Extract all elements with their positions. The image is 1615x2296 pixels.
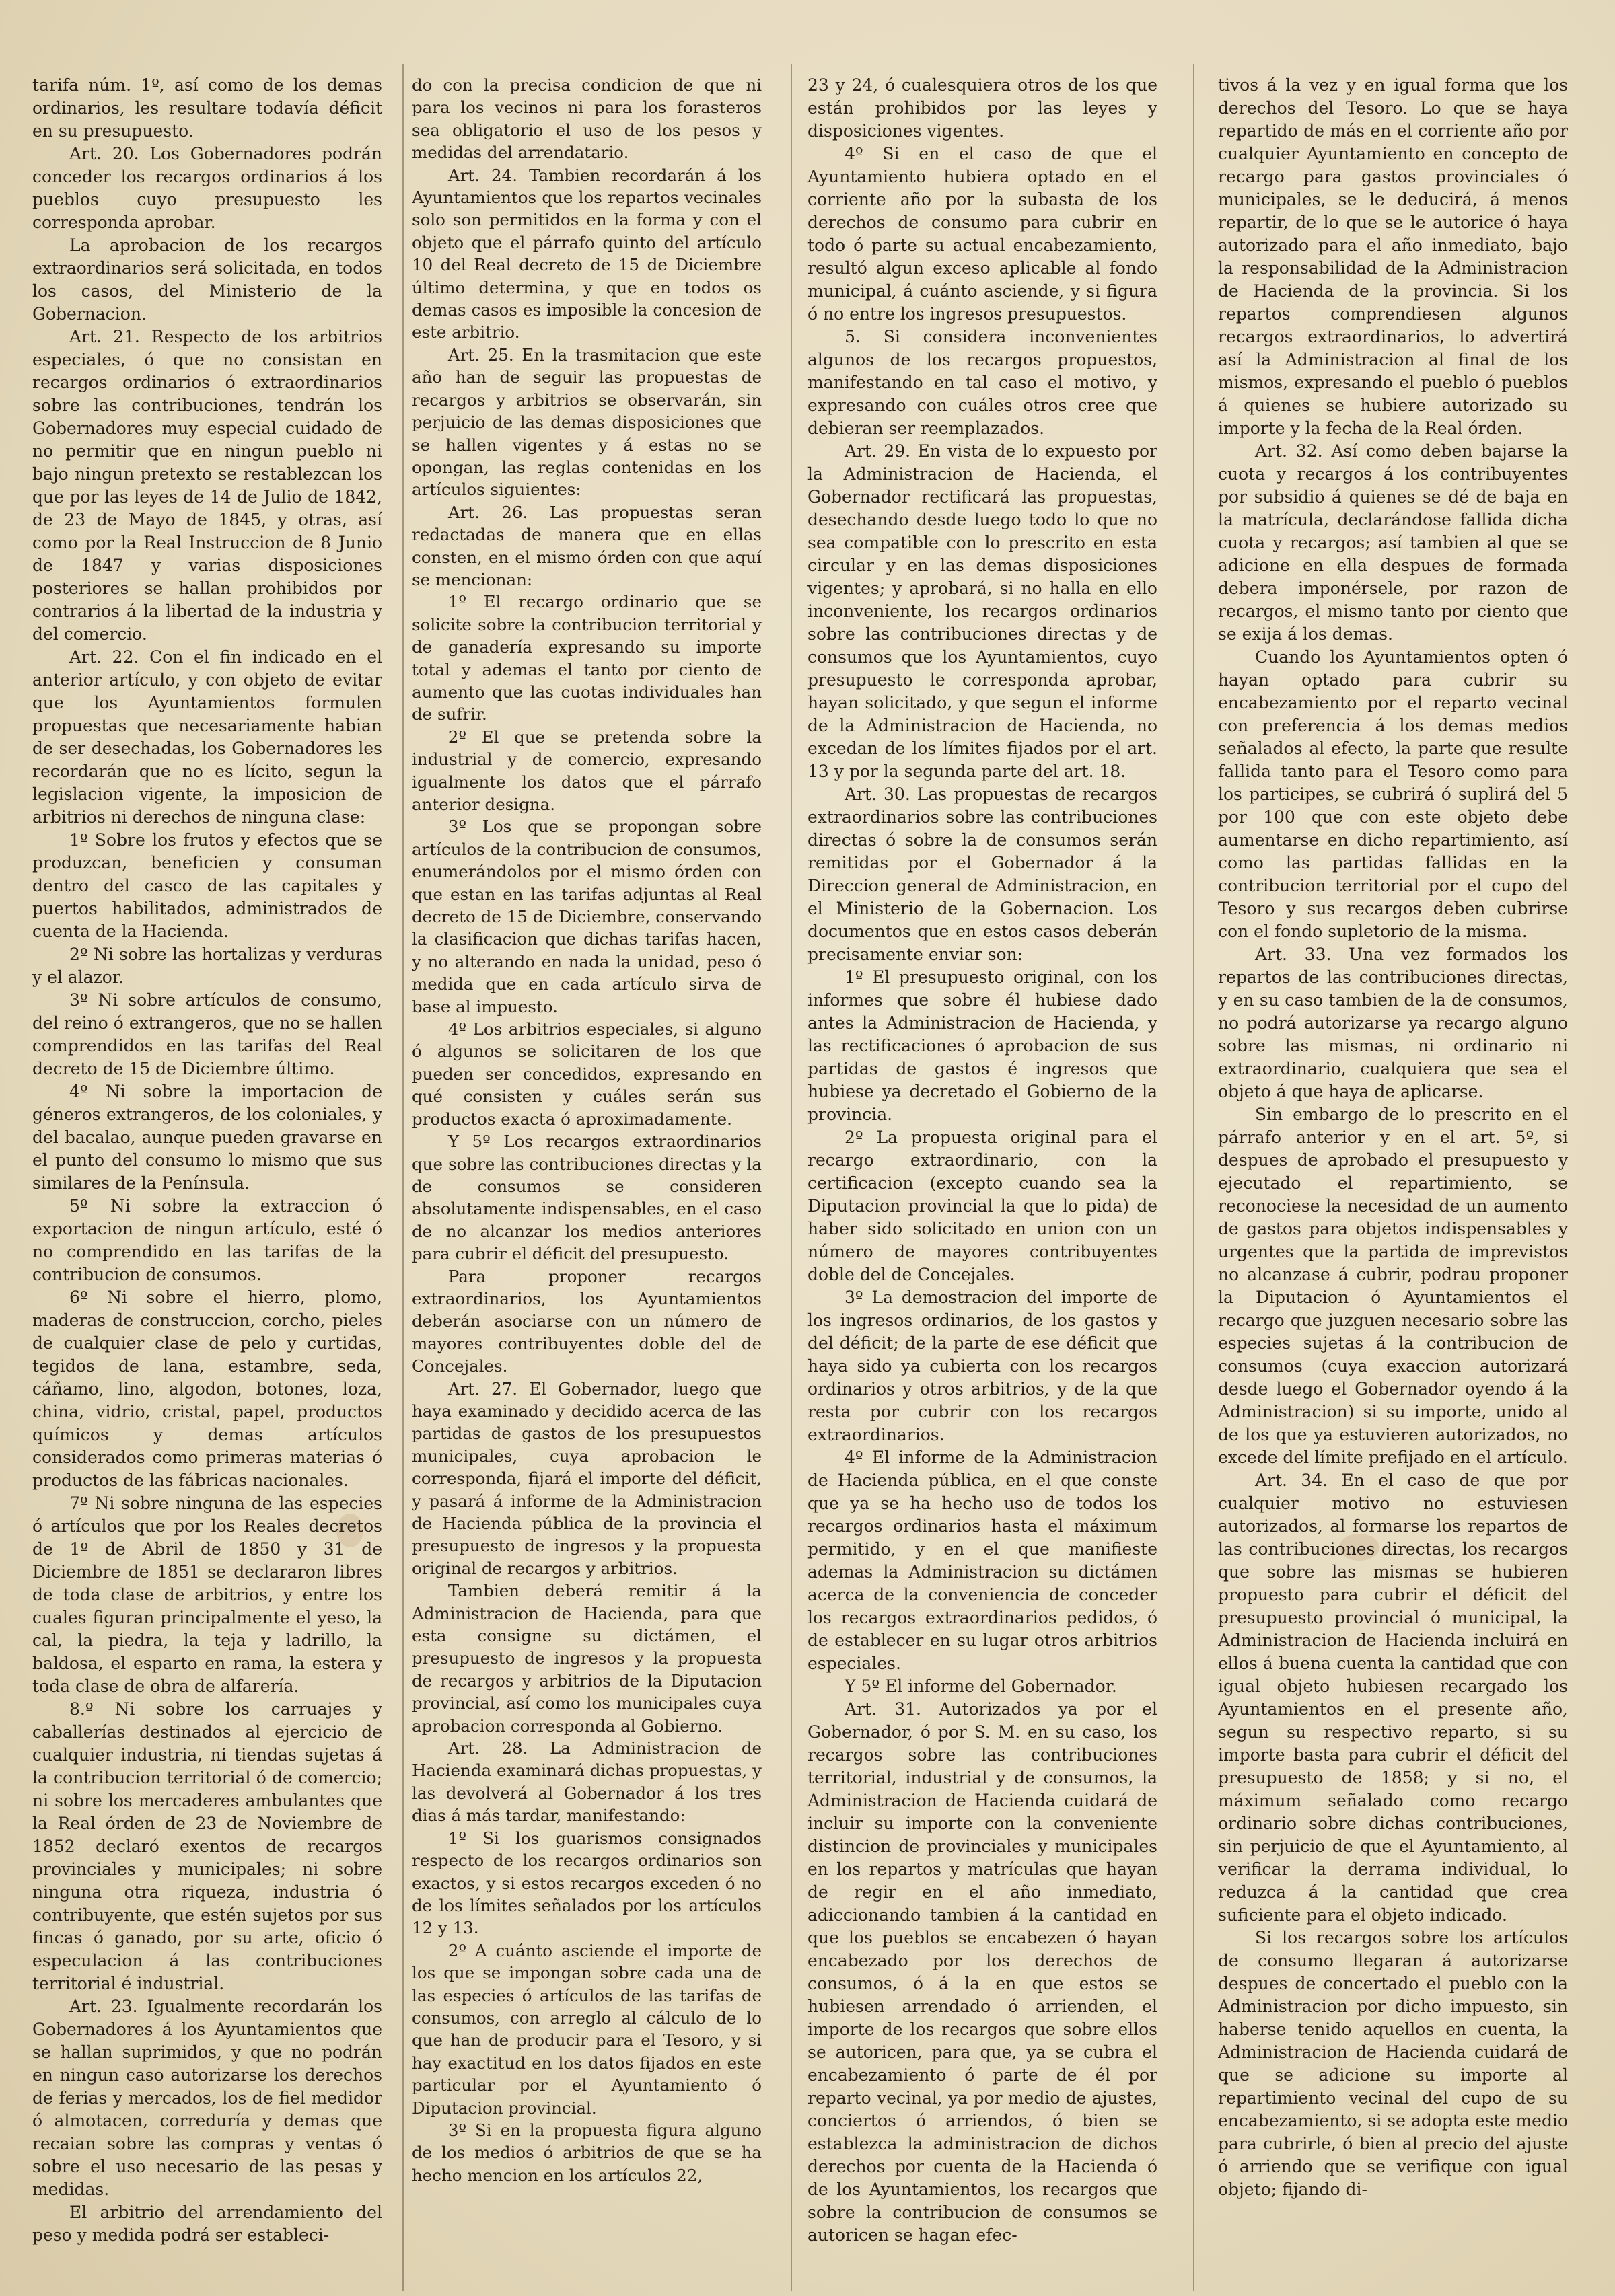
- column-rule: [791, 64, 792, 2291]
- paragraph: 2º El que se pretenda sobre la industrial y de comercio, expresando igualmente los datos que el párrafo anterior designa.: [412, 727, 762, 814]
- column-rule: [402, 64, 404, 2291]
- paragraph: 3º La demostracion del importe de los ingresos ordinarios, de los gastos y del déficit; de la parte de ese déficit que haya sido ya cubierta con los recargos ordinarios y otros arbitrios, y de la que resta por cubrir con los recargos extraordinarios.: [808, 1288, 1157, 1444]
- paragraph: 23 y 24, ó cualesquiera otros de los que están prohibidos por las leyes y disposiciones vigentes.: [808, 75, 1157, 141]
- paragraph: 6º Ni sobre el hierro, plomo, maderas de construccion, corcho, pieles de cualquier clase de pelo y curtidas, tegidos de lana, estambre, seda, cáñamo, lino, algodon, botones, loza, china, vidrio, cristal, papel, productos químicos y demas artículos considerados como primeras materias ó productos de las fábricas nacionales.: [32, 1288, 382, 1490]
- paragraph: Art. 31. Autorizados ya por el Gobernador, ó por S. M. en su caso, los recargos sobre las contribuciones territorial, industrial y de consumos, la Administracion de Hacienda cuidará de incluir su importe con la conveniente distincion de provinciales y municipales en los repartos y matrículas que hayan de regir en el año inmediato, adiccionando tambien á la cantidad en que los pueblos se encabezen ó hayan encabezado por los derechos de consumos, ó á la en que estos se hubiesen arrendado ó arrienden, el importe de los recargos que sobre ellos se autoricen, para que, ya se cubra el encabezamiento ó parte de él por reparto vecinal, ya por medio de ajustes, conciertos ó arriendos, ó bien se establezca la administracion de dichos derechos por cuenta de la Hacienda ó de los Ayuntamientos, los recargos que sobre la contribucion de consumos se autoricen se hagan efec-: [808, 1699, 1157, 2245]
- paragraph: 2º La propuesta original para el recargo extraordinario, con la certificacion (excepto cuando sea la Diputacion provincial la que lo pida) de haber sido solicitado en union con un número de mayores contribuyentes doble del de Concejales.: [808, 1127, 1157, 1284]
- paragraph: 3º Si en la propuesta figura alguno de los medios ó arbitrios de que se ha hecho mencion en los artículos 22,: [412, 2120, 762, 2185]
- paragraph: tarifa núm. 1º, así como de los demas ordinarios, les resultare todavía déficit en su presupuesto.: [32, 75, 382, 141]
- paragraph: Art. 30. Las propuestas de recargos extraordinarios sobre las contribuciones directas ó sobre la de consumos serán remitidas por el Gobernador á la Direccion general de Administracion, en el Ministerio de la Gobernacion. Los documentos que en estos casos deberán precisamente enviar son:: [808, 784, 1157, 964]
- paragraph: Tambien deberá remitir á la Administracion de Hacienda, para que esta consigne su dictámen, el presupuesto de ingresos y la propuesta de recargos y arbitrios de la Diputacion provincial, así como los municipales cuya aprobacion corresponda al Gobierno.: [412, 1581, 762, 1736]
- paragraph: Art. 29. En vista de lo expuesto por la Administracion de Hacienda, el Gobernador rectificará las propuestas, desechando desde luego todo lo que no sea compatible con lo prescrito en esta circular y en las demas disposiciones vigentes; y aprobará, si no halla en ello inconveniente, los recargos ordinarios sobre las contribuciones directas y de consumos que los Ayuntamientos, cuyo presupuesto le corresponda aprobar, hayan solicitado, y que segun el informe de la Administracion de Hacienda, no excedan de los límites fijados por el art. 13 y por la segunda parte del art. 18.: [808, 441, 1157, 781]
- text-column-3: [808, 74, 1157, 2287]
- paragraph: tivos á la vez y en igual forma que los derechos del Tesoro. Lo que se haya repartido de más en el corriente año por cualquier Ayuntamiento en concepto de recargo para gastos provinciales ó municipales, se le deducirá, á menos repartir, de lo que se le autorice ó haya autorizado para el año inmediato, bajo la responsabilidad de la Administracion de Hacienda de la provincia. Si los repartos comprendiesen algunos recargos extraordinarios, lo advertirá así la Administracion al final de los mismos, expresando el pueblo ó pueblos á quienes se hubiere autorizado su importe y la fecha de la Real órden.: [1218, 75, 1568, 438]
- paragraph: Art. 20. Los Gobernadores podrán conceder los recargos ordinarios á los pueblos cuyo presupuesto les corresponda aprobar.: [32, 144, 382, 232]
- paragraph: Art. 25. En la trasmitacion que este año han de seguir las propuestas de recargos y arbitrios se observarán, sin perjuicio de las demas disposiciones que se hallen vigentes y á estas no se opongan, las reglas contenidas en los artículos siguientes:: [412, 344, 762, 500]
- paragraph: do con la precisa condicion de que ni para los vecinos ni para los forasteros sea obligatorio el uso de los pesos y medidas del arrendatario.: [412, 75, 762, 163]
- text-column-2: [412, 74, 762, 2287]
- paragraph: 3º Ni sobre artículos de consumo, del reino ó extrangeros, que no se hallen comprendidos en las tarifas del Real decreto de 15 de Diciembre último.: [32, 990, 382, 1078]
- paragraph: Sin embargo de lo prescrito en el párrafo anterior y en el art. 5º, si despues de aprobado el presupuesto y ejecutado el repartimiento, se reconociese la necesidad de un aumento de gastos para objetos indispensables y urgentes que la partida de imprevistos no alcanzase á cubrir, podrau proponer la Diputacion ó Ayuntamientos el recargo que juzguen necesario sobre las especies sujetas á la contribucion de consumos (cuya exaccion autorizará desde luego el Gobernador oyendo á la Administracion) si su importe, unido al de los que ya estuvieren autorizados, no excede del límite prefijado en el artículo.: [1218, 1105, 1568, 1467]
- paragraph: 4º Los arbitrios especiales, si alguno ó algunos se solicitaren de los que pueden ser concedidos, expresando en qué consisten y cuáles serán sus productos exacta ó aproximadamente.: [412, 1019, 762, 1129]
- paragraph: Si los recargos sobre los artículos de consumo llegaran á autorizarse despues de concertado el pueblo con la Administracion por dicho impuesto, sin haberse tenido aquellos en cuenta, la Administracion de Hacienda cuidará de que se adicione su importe al repartimiento vecinal del cupo de su encabezamiento, si se adopta este medio para cubrirle, ó bien al precio del ajuste ó arriendo que se verifique con igual objeto; fijando di-: [1218, 1928, 1568, 2199]
- paragraph: 1º Si los guarismos consignados respecto de los recargos ordinarios son exactos, y si estos recargos exceden ó no de los límites señalados por los artículos 12 y 13.: [412, 1828, 762, 1938]
- paragraph: 1º Sobre los frutos y efectos que se produzcan, beneficien y consuman dentro del casco de las capitales y puertos habilitados, administrados de cuenta de la Hacienda.: [32, 830, 382, 941]
- paragraph: Art. 34. En el caso de que por cualquier motivo no estuviesen autorizados, al formarse los repartos de las contribuciones directas, los recargos que sobre las mismas se hubieren propuesto para cubrir el déficit del presupuesto provincial ó municipal, la Administracion de Hacienda incluirá en ellos á buena cuenta la cantidad que con igual objeto hubiesen recargado los Ayuntamientos en el presente año, segun su respectivo reparto, si su importe basta para cubrir el déficit del presupuesto de 1858; y si no, el máximum señalado como recargo ordinario sobre dichas contribuciones, sin perjuicio de que el Ayuntamiento, al verificar la derrama individual, lo reduzca á la cantidad que crea suficiente para el objeto indicado.: [1218, 1471, 1568, 1925]
- paragraph: 5. Si considera inconvenientes algunos de los recargos propuestos, manifestando en tal caso el motivo, y expresando con cuáles otros cree que debieran ser reemplazados.: [808, 327, 1157, 438]
- paragraph: Cuando los Ayuntamientos opten ó hayan optado para cubrir su encabezamiento por el reparto vecinal con preferencia á los demas medios señalados al efecto, la parte que resulte fallida tanto para el Tesoro como para los participes, se cubrirá ó suplirá del 5 por 100 que con este objeto debe aumentarse en dicho repartimiento, así como las partidas fallidas en la contribucion territorial por el cupo del Tesoro y sus recargos deben cubrirse con el fondo supletorio de la misma.: [1218, 647, 1568, 941]
- paragraph: Art. 26. Las propuestas seran redactadas de manera que en ellas consten, en el mismo órden con que aquí se mencionan:: [412, 502, 762, 589]
- paragraph: 1º El recargo ordinario que se solicite sobre la contribucion territorial y de ganadería expresando su importe total y ademas el tanto por ciento de aumento que las cuotas individuales han de sufrir.: [412, 592, 762, 725]
- paragraph: 1º El presupuesto original, con los informes que sobre él hubiese dado antes la Administracion de Hacienda, y las rectificaciones ó aprobacion de sus partidas de gastos é ingresos que hubiese ya decretado el Gobierno de la provincia.: [808, 967, 1157, 1124]
- paragraph: 4º Ni sobre la importacion de géneros extrangeros, de los coloniales, y del bacalao, aunque pueden gravarse en el punto del consumo lo mismo que sus similares de la Península.: [32, 1082, 382, 1193]
- paragraph: Y 5º El informe del Gobernador.: [845, 1676, 1117, 1696]
- paragraph: 3º Los que se propongan sobre artículos de la contribucion de consumos, enumerándolos por el mismo órden con que estan en las tarifas adjuntas al Real decreto de 15 de Diciembre, conservando la clasificacion que dichas tarifas hacen, y no alterando en nada la unidad, peso ó medida que en cada artículo sirva de base al impuesto.: [412, 817, 762, 1016]
- paragraph: Art. 22. Con el fin indicado en el anterior artículo, y con objeto de evitar que los Ayuntamientos formulen propuestas que necesariamente habian de ser desechadas, los Gobernadores les recordarán que no es lícito, segun la legislacion vigente, la imposicion de arbitrios ni derechos de ninguna clase:: [32, 647, 382, 827]
- paragraph: Para proponer recargos extraordinarios, los Ayuntamientos deberán asociarse con un número de mayores contribuyentes doble del de Concejales.: [412, 1266, 762, 1376]
- column-rule: [1193, 64, 1194, 2291]
- paragraph: 2º A cuánto asciende el importe de los que se impongan sobre cada una de las especies ó artículos de las tarifas de consumos, con arreglo al cálculo de lo que han de producir para el Tesoro, y si hay exactitud en los datos fijados en este particular por el Ayuntamiento ó Diputacion provincial.: [412, 1940, 762, 2118]
- paragraph: Art. 28. La Administracion de Hacienda examinará dichas propuestas, y las devolverá al Gobernador á los tres dias á más tardar, manifestando:: [412, 1738, 762, 1826]
- paragraph: Y 5º Los recargos extraordinarios que sobre las contribuciones directas y la de consumos se consideren absolutamente indispensables, en el caso de no alcanzar los medios anteriores para cubrir el déficit del presupuesto.: [412, 1132, 762, 1264]
- paragraph: Art. 33. Una vez formados los repartos de las contribuciones directas, y en su caso tambien de la de consumos, no podrá autorizarse ya recargo alguno sobre las mismas, ni ordinario ni extraordinario, cualquiera que sea el objeto á que haya de aplicarse.: [1218, 945, 1568, 1101]
- paragraph: Art. 32. Así como deben bajarse la cuota y recargos á los contribuyentes por subsidio á quienes se dé de baja en la matrícula, declarándose fallida dicha cuota y recargos; así tambien al que se adicione en ella despues de formada debera imponérsele, por razon de recargos, el mismo tanto por ciento que se exija á los demas.: [1218, 441, 1568, 644]
- paragraph: Art. 21. Respecto de los arbitrios especiales, ó que no consistan en recargos ordinarios ó extraordinarios sobre las contribuciones, tendrán los Gobernadores muy especial cuidado de no permitir que en ningun pueblo ni bajo ningun pretexto se restablezcan los que por las leyes de 14 de Julio de 1842, de 23 de Mayo de 1845, y otras, así como por la Real Instruccion de 8 Junio de 1847 y varias disposiciones posteriores se hallan prohibidos por contrarios á la libertad de la industria y del comercio.: [32, 327, 382, 644]
- paragraph: 4º El informe de la Administracion de Hacienda pública, en el que conste que ya se ha hecho uso de todos los recargos ordinarios hasta el máximum permitido, y en el que manifieste ademas la Administracion su dictámen acerca de la conveniencia de conceder los recargos extraordinarios pedidos, ó de establecer en su lugar otros arbitrios especiales.: [808, 1448, 1157, 1673]
- paragraph: El arbitrio del arrendamiento del peso y medida podrá ser estableci-: [32, 2202, 382, 2245]
- paragraph: Art. 27. El Gobernador, luego que haya examinado y decidido acerca de las partidas de gastos de los presupuestos municipales, cuya aprobacion le corresponda, fijará el importe del déficit, y pasará á informe de la Administracion de Hacienda pública de la provincia el presupuesto de ingresos y la propuesta original de recargos y arbitrios.: [412, 1378, 762, 1578]
- text-column-1: [32, 74, 382, 2287]
- text-column-4: [1218, 74, 1568, 2287]
- paragraph: Art. 23. Igualmente recordarán los Gobernadores á los Ayuntamientos que se hallan suprimidos, y que no podrán en ningun caso autorizarse los derechos de ferias y mercados, los de fiel medidor ó almotacen, correduría y demas que recaian sobre las compras y ventas ó sobre el uso necesario de las pesas y medidas.: [32, 1997, 382, 2199]
- paragraph: La aprobacion de los recargos extraordinarios será solicitada, en todos los casos, del Ministerio de la Gobernacion.: [32, 235, 382, 324]
- paragraph: Art. 24. Tambien recordarán á los Ayuntamientos que los repartos vecinales solo son permitidos en la forma y con el objeto que el párrafo quinto del artículo 10 del Real decreto de 15 de Diciembre último determina, y que en todos os demas casos es imposible la concesion de este arbitrio.: [412, 165, 762, 342]
- paragraph: 5º Ni sobre la extraccion ó exportacion de ningun artículo, esté ó no comprendido en las tarifas de la contribucion de consumos.: [32, 1196, 382, 1284]
- paragraph: 7º Ni sobre ninguna de las especies ó artículos que por los Reales decretos de 1º de Abril de 1850 y 31 de Diciembre de 1851 se declararon libres de toda clase de arbitrios, y entre los cuales figuran principalmente el yeso, la cal, la piedra, la teja y ladrillo, la baldosa, el esparto en rama, la estera y toda clase de obra de alfarería.: [32, 1493, 382, 1696]
- paragraph: 4º Si en el caso de que el Ayuntamiento hubiera optado en el corriente año por la subasta de los derechos de consumo para cubrir en todo ó parte su actual encabezamiento, resultó algun exceso aplicable al fondo municipal, á cuánto asciende, y si figura ó no entre los ingresos presupuestos.: [808, 144, 1157, 324]
- paragraph: 2º Ni sobre las hortalizas y verduras y el alazor.: [32, 945, 382, 987]
- paragraph: 8.º Ni sobre los carruajes y caballerías destinados al ejercicio de cualquier industria, ni tiendas sujetas á la contribucion territorial ó de comercio; ni sobre los mercaderes ambulantes que la Real órden de 23 de Noviembre de 1852 declaró exentos de recargos provinciales y municipales; ni sobre ninguna otra riqueza, industria ó contribuyente, que estén sujetos por sus fincas ó ganado, por su arte, oficio ó especulacion á las contribuciones territorial é industrial.: [32, 1699, 382, 1993]
